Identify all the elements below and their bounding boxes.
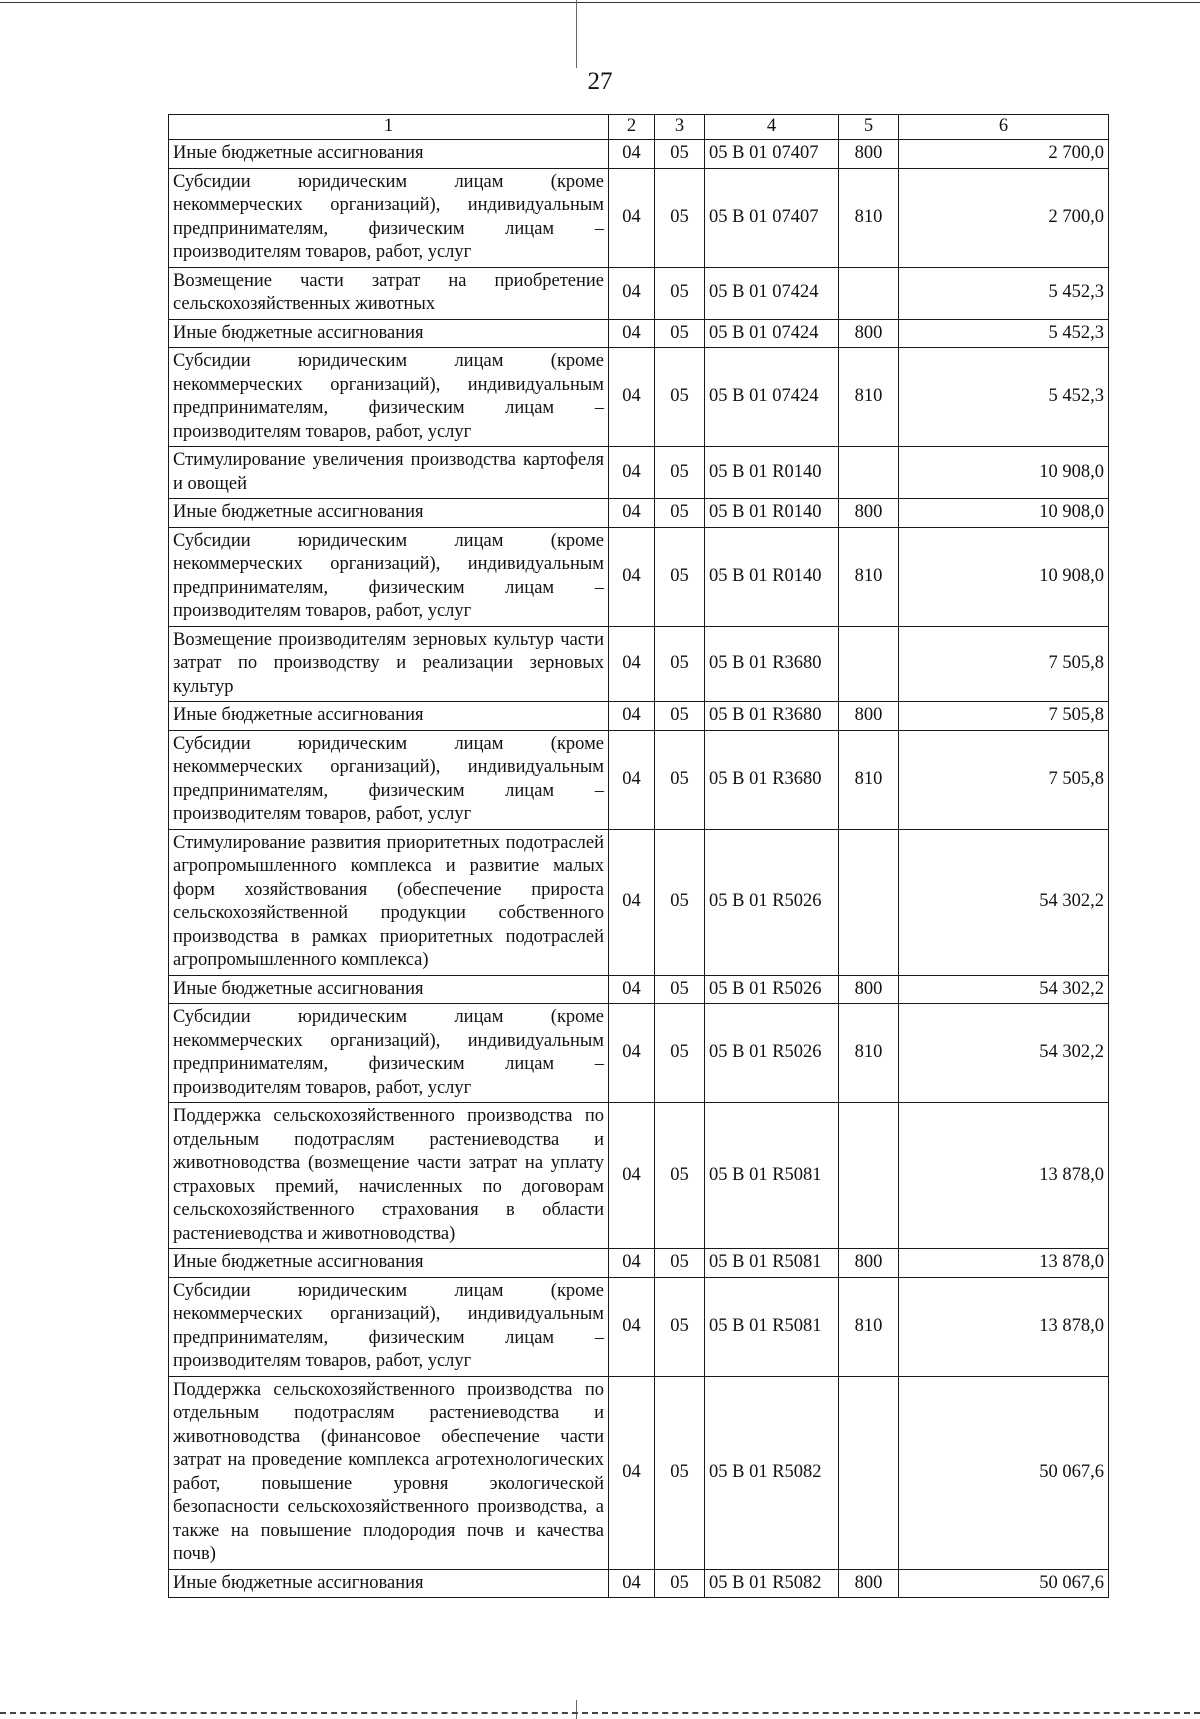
row-code-cell: 05 В 01 07424 bbox=[705, 348, 839, 447]
row-col2-cell: 04 bbox=[609, 975, 655, 1004]
row-name-cell: Субсидии юридическим лицам (кроме некоммерческих организаций), индивидуальным предпринимателям, физическим лицам – производителям товаров, работ, услуг bbox=[169, 168, 609, 267]
header-row bbox=[169, 115, 1109, 140]
table-row bbox=[169, 527, 1109, 626]
row-name-cell: Субсидии юридическим лицам (кроме некоммерческих организаций), индивидуальным предпринимателям, физическим лицам – производителям товаров, работ, услуг bbox=[169, 1004, 609, 1103]
row-col2-cell: 04 bbox=[609, 1569, 655, 1598]
table-row bbox=[169, 1277, 1109, 1376]
row-group-cell: 800 bbox=[839, 702, 899, 731]
table-row bbox=[169, 1569, 1109, 1598]
row-col3-cell: 05 bbox=[655, 1569, 705, 1598]
row-name-cell: Поддержка сельскохозяйственного производства по отдельным подотраслям растениеводства и животноводства (финансовое обеспечение части затрат на проведение комплекса агротехнологических работ, повышение уровня экологической безопасности сельскохозяйственного производства, а также на повышение плодородия почв и качества почв) bbox=[169, 1376, 609, 1569]
row-name-cell: Возмещение части затрат на приобретение сельскохозяйственных животных bbox=[169, 267, 609, 319]
row-group-cell: 810 bbox=[839, 527, 899, 626]
row-amount-cell: 10 908,0 bbox=[899, 499, 1109, 528]
table-row bbox=[169, 348, 1109, 447]
table-row bbox=[169, 702, 1109, 731]
row-amount-cell: 54 302,2 bbox=[899, 1004, 1109, 1103]
row-col3-cell: 05 bbox=[655, 319, 705, 348]
row-amount-cell: 5 452,3 bbox=[899, 267, 1109, 319]
row-group-cell bbox=[839, 829, 899, 975]
row-name-cell: Субсидии юридическим лицам (кроме некоммерческих организаций), индивидуальным предпринимателям, физическим лицам – производителям товаров, работ, услуг bbox=[169, 730, 609, 829]
table-row bbox=[169, 1376, 1109, 1569]
row-col2-cell: 04 bbox=[609, 348, 655, 447]
row-amount-cell: 2 700,0 bbox=[899, 140, 1109, 169]
table-header bbox=[169, 115, 1109, 140]
row-name-cell: Иные бюджетные ассигнования bbox=[169, 1569, 609, 1598]
row-col2-cell: 04 bbox=[609, 168, 655, 267]
table-row bbox=[169, 1103, 1109, 1249]
row-col3-cell: 05 bbox=[655, 267, 705, 319]
column-header-6: 6 bbox=[899, 115, 1109, 140]
row-amount-cell: 5 452,3 bbox=[899, 319, 1109, 348]
row-col2-cell: 04 bbox=[609, 1277, 655, 1376]
row-name-cell: Субсидии юридическим лицам (кроме некоммерческих организаций), индивидуальным предпринимателям, физическим лицам – производителям товаров, работ, услуг bbox=[169, 527, 609, 626]
row-col2-cell: 04 bbox=[609, 447, 655, 499]
row-amount-cell: 7 505,8 bbox=[899, 626, 1109, 702]
row-amount-cell: 13 878,0 bbox=[899, 1249, 1109, 1278]
row-group-cell bbox=[839, 1103, 899, 1249]
row-code-cell: 05 В 01 R5081 bbox=[705, 1103, 839, 1249]
row-amount-cell: 7 505,8 bbox=[899, 730, 1109, 829]
row-col2-cell: 04 bbox=[609, 499, 655, 528]
row-amount-cell: 50 067,6 bbox=[899, 1376, 1109, 1569]
scan-fold-mark-bottom bbox=[576, 1700, 577, 1719]
row-col3-cell: 05 bbox=[655, 975, 705, 1004]
row-group-cell bbox=[839, 267, 899, 319]
table-row bbox=[169, 730, 1109, 829]
row-col2-cell: 04 bbox=[609, 267, 655, 319]
row-col2-cell: 04 bbox=[609, 702, 655, 731]
column-header-2: 2 bbox=[609, 115, 655, 140]
row-group-cell: 800 bbox=[839, 1249, 899, 1278]
table-row bbox=[169, 975, 1109, 1004]
row-code-cell: 05 В 01 R5082 bbox=[705, 1376, 839, 1569]
row-group-cell: 810 bbox=[839, 168, 899, 267]
row-name-cell: Иные бюджетные ассигнования bbox=[169, 140, 609, 169]
row-name-cell: Иные бюджетные ассигнования bbox=[169, 702, 609, 731]
column-header-1: 1 bbox=[169, 115, 609, 140]
row-name-cell: Субсидии юридическим лицам (кроме некоммерческих организаций), индивидуальным предпринимателям, физическим лицам – производителям товаров, работ, услуг bbox=[169, 1277, 609, 1376]
row-col2-cell: 04 bbox=[609, 140, 655, 169]
row-code-cell: 05 В 01 R3680 bbox=[705, 626, 839, 702]
table-row bbox=[169, 447, 1109, 499]
row-name-cell: Субсидии юридическим лицам (кроме некоммерческих организаций), индивидуальным предпринимателям, физическим лицам – производителям товаров, работ, услуг bbox=[169, 348, 609, 447]
row-col3-cell: 05 bbox=[655, 447, 705, 499]
row-name-cell: Возмещение производителям зерновых культур части затрат по производству и реализации зерновых культур bbox=[169, 626, 609, 702]
row-name-cell: Иные бюджетные ассигнования bbox=[169, 975, 609, 1004]
row-group-cell: 800 bbox=[839, 975, 899, 1004]
row-code-cell: 05 В 01 07424 bbox=[705, 319, 839, 348]
row-col3-cell: 05 bbox=[655, 1376, 705, 1569]
row-group-cell bbox=[839, 447, 899, 499]
row-code-cell: 05 В 01 R5082 bbox=[705, 1569, 839, 1598]
table-body bbox=[169, 140, 1109, 1598]
row-amount-cell: 5 452,3 bbox=[899, 348, 1109, 447]
column-header-5: 5 bbox=[839, 115, 899, 140]
row-col2-cell: 04 bbox=[609, 730, 655, 829]
row-col2-cell: 04 bbox=[609, 1103, 655, 1249]
column-header-4: 4 bbox=[705, 115, 839, 140]
budget-table bbox=[168, 114, 1109, 1598]
row-group-cell: 810 bbox=[839, 1277, 899, 1376]
row-col3-cell: 05 bbox=[655, 1249, 705, 1278]
row-col3-cell: 05 bbox=[655, 348, 705, 447]
row-group-cell bbox=[839, 626, 899, 702]
row-group-cell: 810 bbox=[839, 730, 899, 829]
row-col2-cell: 04 bbox=[609, 1249, 655, 1278]
row-name-cell: Иные бюджетные ассигнования bbox=[169, 319, 609, 348]
row-code-cell: 05 В 01 R0140 bbox=[705, 527, 839, 626]
row-code-cell: 05 В 01 R5026 bbox=[705, 975, 839, 1004]
row-amount-cell: 7 505,8 bbox=[899, 702, 1109, 731]
row-code-cell: 05 В 01 07407 bbox=[705, 140, 839, 169]
row-group-cell bbox=[839, 1376, 899, 1569]
row-amount-cell: 2 700,0 bbox=[899, 168, 1109, 267]
row-code-cell: 05 В 01 R0140 bbox=[705, 499, 839, 528]
row-name-cell: Иные бюджетные ассигнования bbox=[169, 1249, 609, 1278]
row-code-cell: 05 В 01 R3680 bbox=[705, 702, 839, 731]
row-name-cell: Поддержка сельскохозяйственного производства по отдельным подотраслям растениеводства и животноводства (возмещение части затрат на уплату страховых премий, начисленных по договорам сельскохозяйственного страхования в области растениеводства и животноводства) bbox=[169, 1103, 609, 1249]
scan-top-edge bbox=[0, 2, 1200, 3]
row-code-cell: 05 В 01 07424 bbox=[705, 267, 839, 319]
row-group-cell: 800 bbox=[839, 319, 899, 348]
row-col2-cell: 04 bbox=[609, 527, 655, 626]
row-col3-cell: 05 bbox=[655, 626, 705, 702]
row-col2-cell: 04 bbox=[609, 829, 655, 975]
row-amount-cell: 10 908,0 bbox=[899, 447, 1109, 499]
row-code-cell: 05 В 01 R5081 bbox=[705, 1277, 839, 1376]
table-row bbox=[169, 140, 1109, 169]
row-col2-cell: 04 bbox=[609, 1376, 655, 1569]
row-group-cell: 800 bbox=[839, 499, 899, 528]
row-code-cell: 05 В 01 07407 bbox=[705, 168, 839, 267]
row-col3-cell: 05 bbox=[655, 1004, 705, 1103]
table-row bbox=[169, 499, 1109, 528]
row-code-cell: 05 В 01 R3680 bbox=[705, 730, 839, 829]
row-name-cell: Стимулирование увеличения производства картофеля и овощей bbox=[169, 447, 609, 499]
row-col3-cell: 05 bbox=[655, 140, 705, 169]
row-amount-cell: 13 878,0 bbox=[899, 1277, 1109, 1376]
row-amount-cell: 10 908,0 bbox=[899, 527, 1109, 626]
row-col3-cell: 05 bbox=[655, 730, 705, 829]
row-amount-cell: 13 878,0 bbox=[899, 1103, 1109, 1249]
table-row bbox=[169, 168, 1109, 267]
row-code-cell: 05 В 01 R5081 bbox=[705, 1249, 839, 1278]
scan-bottom-edge bbox=[0, 1712, 1200, 1714]
table-row bbox=[169, 319, 1109, 348]
row-amount-cell: 54 302,2 bbox=[899, 829, 1109, 975]
page-number: 27 bbox=[587, 68, 613, 95]
table-row bbox=[169, 267, 1109, 319]
table-row bbox=[169, 1004, 1109, 1103]
row-col3-cell: 05 bbox=[655, 829, 705, 975]
row-amount-cell: 50 067,6 bbox=[899, 1569, 1109, 1598]
row-amount-cell: 54 302,2 bbox=[899, 975, 1109, 1004]
row-col3-cell: 05 bbox=[655, 499, 705, 528]
row-col3-cell: 05 bbox=[655, 1103, 705, 1249]
table-row bbox=[169, 829, 1109, 975]
row-group-cell: 810 bbox=[839, 348, 899, 447]
row-code-cell: 05 В 01 R0140 bbox=[705, 447, 839, 499]
row-col3-cell: 05 bbox=[655, 702, 705, 731]
column-header-3: 3 bbox=[655, 115, 705, 140]
row-col3-cell: 05 bbox=[655, 168, 705, 267]
row-name-cell: Иные бюджетные ассигнования bbox=[169, 499, 609, 528]
row-group-cell: 800 bbox=[839, 140, 899, 169]
row-col3-cell: 05 bbox=[655, 527, 705, 626]
row-col2-cell: 04 bbox=[609, 1004, 655, 1103]
row-name-cell: Стимулирование развития приоритетных подотраслей агропромышленного комплекса и развитие малых форм хозяйствования (обеспечение прироста сельскохозяйственной продукции собственного производства в рамках приоритетных подотраслей агропромышленного комплекса) bbox=[169, 829, 609, 975]
row-code-cell: 05 В 01 R5026 bbox=[705, 829, 839, 975]
row-col3-cell: 05 bbox=[655, 1277, 705, 1376]
scan-fold-mark-top bbox=[576, 0, 577, 68]
row-group-cell: 800 bbox=[839, 1569, 899, 1598]
row-code-cell: 05 В 01 R5026 bbox=[705, 1004, 839, 1103]
row-col2-cell: 04 bbox=[609, 319, 655, 348]
row-group-cell: 810 bbox=[839, 1004, 899, 1103]
table-row bbox=[169, 1249, 1109, 1278]
row-col2-cell: 04 bbox=[609, 626, 655, 702]
table-row bbox=[169, 626, 1109, 702]
